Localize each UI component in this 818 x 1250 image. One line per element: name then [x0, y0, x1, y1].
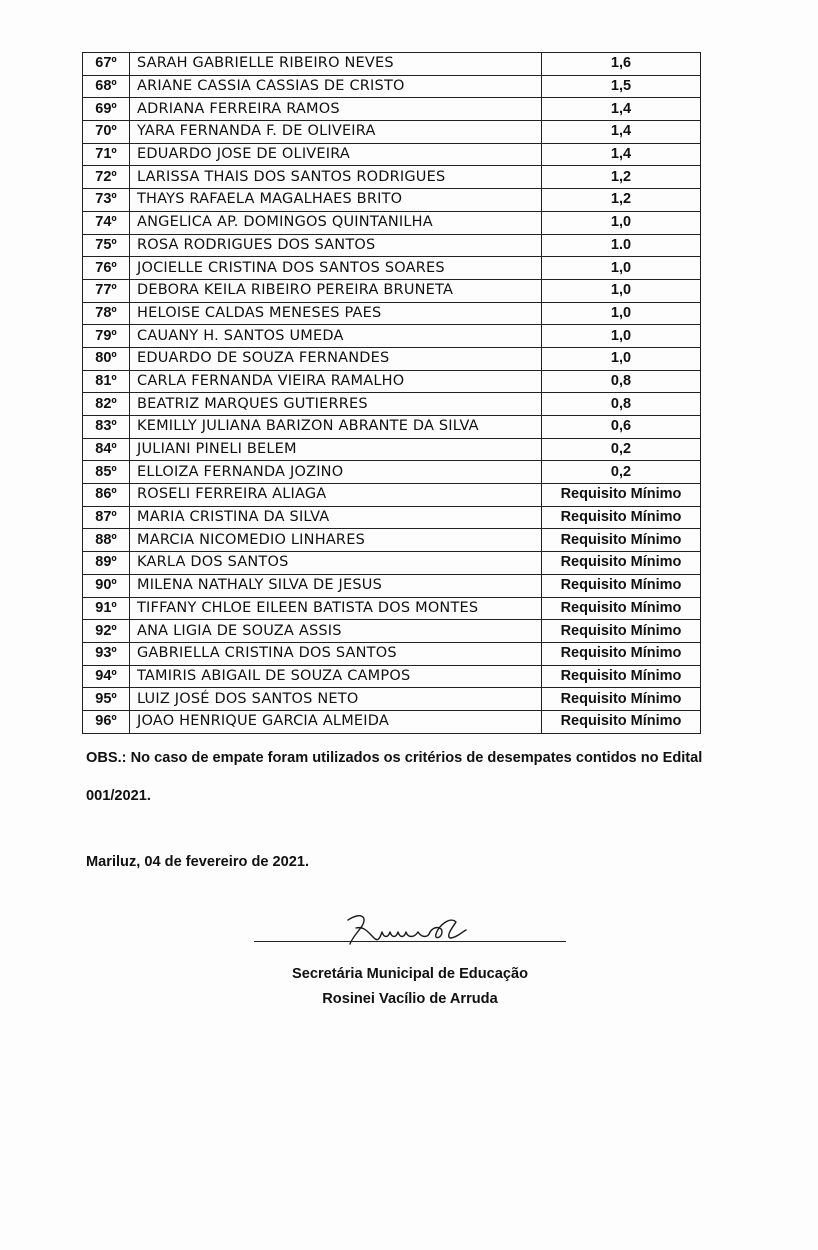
position-cell: 71º	[83, 143, 130, 166]
position-cell: 76º	[83, 257, 130, 280]
observation-line-1: OBS.: No caso de empate foram utilizados os critérios de desempates contidos no Edital	[86, 750, 703, 766]
name-cell: CAUANY H. SANTOS UMEDA	[130, 325, 542, 348]
score-cell: Requisito Mínimo	[542, 552, 701, 575]
name-cell: TAMIRIS ABIGAIL DE SOUZA CAMPOS	[130, 665, 542, 688]
table-row	[83, 574, 701, 597]
position-cell: 68º	[83, 75, 130, 98]
score-cell: Requisito Mínimo	[542, 574, 701, 597]
ranking-table	[82, 52, 701, 734]
table-row	[83, 143, 701, 166]
position-cell: 74º	[83, 211, 130, 234]
place-and-date: Mariluz, 04 de fevereiro de 2021.	[86, 854, 310, 870]
signer-block	[254, 962, 566, 1012]
score-cell: 0,8	[542, 393, 701, 416]
name-cell: KEMILLY JULIANA BARIZON ABRANTE DA SILVA	[130, 416, 542, 439]
table-row	[83, 325, 701, 348]
score-cell: 1,0	[542, 257, 701, 280]
score-cell: Requisito Mínimo	[542, 620, 701, 643]
table-row	[83, 75, 701, 98]
score-cell: 1.0	[542, 234, 701, 257]
name-cell: ROSELI FERREIRA ALIAGA	[130, 484, 542, 507]
score-cell: 0,8	[542, 370, 701, 393]
table-row	[83, 416, 701, 439]
table-row	[83, 461, 701, 484]
position-cell: 96º	[83, 710, 130, 733]
signer-name: Rosinei Vacílio de Arruda	[322, 991, 498, 1007]
position-cell: 72º	[83, 166, 130, 189]
score-cell: Requisito Mínimo	[542, 688, 701, 711]
score-cell: 1,0	[542, 279, 701, 302]
signature-line	[254, 941, 566, 942]
score-cell: 0,2	[542, 438, 701, 461]
ranking-table-body	[83, 53, 701, 734]
position-cell: 80º	[83, 347, 130, 370]
table-row	[83, 211, 701, 234]
table-row	[83, 620, 701, 643]
table-row	[83, 121, 701, 144]
score-cell: 0,6	[542, 416, 701, 439]
name-cell: THAYS RAFAELA MAGALHAES BRITO	[130, 189, 542, 212]
table-row	[83, 166, 701, 189]
score-cell: 1,2	[542, 166, 701, 189]
position-cell: 88º	[83, 529, 130, 552]
table-row	[83, 484, 701, 507]
position-cell: 67º	[83, 53, 130, 76]
score-cell: Requisito Mínimo	[542, 506, 701, 529]
position-cell: 83º	[83, 416, 130, 439]
observation-line-2: 001/2021.	[86, 788, 151, 804]
name-cell: MARIA CRISTINA DA SILVA	[130, 506, 542, 529]
position-cell: 92º	[83, 620, 130, 643]
score-cell: 1,0	[542, 211, 701, 234]
name-cell: KARLA DOS SANTOS	[130, 552, 542, 575]
name-cell: ANGELICA AP. DOMINGOS QUINTANILHA	[130, 211, 542, 234]
score-cell: 1,0	[542, 302, 701, 325]
position-cell: 94º	[83, 665, 130, 688]
name-cell: MILENA NATHALY SILVA DE JESUS	[130, 574, 542, 597]
score-cell: 1,5	[542, 75, 701, 98]
position-cell: 73º	[83, 189, 130, 212]
handwritten-signature	[338, 908, 488, 952]
name-cell: BEATRIZ MARQUES GUTIERRES	[130, 393, 542, 416]
position-cell: 69º	[83, 98, 130, 121]
table-row	[83, 529, 701, 552]
score-cell: 1,0	[542, 325, 701, 348]
name-cell: YARA FERNANDA F. DE OLIVEIRA	[130, 121, 542, 144]
name-cell: HELOISE CALDAS MENESES PAES	[130, 302, 542, 325]
score-cell: Requisito Mínimo	[542, 529, 701, 552]
name-cell: LUIZ JOSÉ DOS SANTOS NETO	[130, 688, 542, 711]
name-cell: DEBORA KEILA RIBEIRO PEREIRA BRUNETA	[130, 279, 542, 302]
table-row	[83, 642, 701, 665]
name-cell: ELLOIZA FERNANDA JOZINO	[130, 461, 542, 484]
name-cell: EDUARDO JOSE DE OLIVEIRA	[130, 143, 542, 166]
table-row	[83, 665, 701, 688]
table-row	[83, 189, 701, 212]
position-cell: 75º	[83, 234, 130, 257]
name-cell: ANA LIGIA DE SOUZA ASSIS	[130, 620, 542, 643]
score-cell: 1,6	[542, 53, 701, 76]
score-cell: 0,2	[542, 461, 701, 484]
table-row	[83, 506, 701, 529]
position-cell: 89º	[83, 552, 130, 575]
table-row	[83, 257, 701, 280]
position-cell: 93º	[83, 642, 130, 665]
position-cell: 81º	[83, 370, 130, 393]
position-cell: 79º	[83, 325, 130, 348]
score-cell: 1,4	[542, 121, 701, 144]
name-cell: EDUARDO DE SOUZA FERNANDES	[130, 347, 542, 370]
signer-title: Secretária Municipal de Educação	[291, 966, 529, 982]
position-cell: 95º	[83, 688, 130, 711]
score-cell: Requisito Mínimo	[542, 665, 701, 688]
table-row	[83, 98, 701, 121]
score-cell: 1,2	[542, 189, 701, 212]
table-row	[83, 552, 701, 575]
position-cell: 86º	[83, 484, 130, 507]
name-cell: JULIANI PINELI BELEM	[130, 438, 542, 461]
name-cell: JOCIELLE CRISTINA DOS SANTOS SOARES	[130, 257, 542, 280]
score-cell: Requisito Mínimo	[542, 710, 701, 733]
position-cell: 91º	[83, 597, 130, 620]
position-cell: 70º	[83, 121, 130, 144]
score-cell: 1,0	[542, 347, 701, 370]
name-cell: GABRIELLA CRISTINA DOS SANTOS	[130, 642, 542, 665]
name-cell: SARAH GABRIELLE RIBEIRO NEVES	[130, 53, 542, 76]
observation-note	[86, 748, 706, 806]
table-row	[83, 710, 701, 733]
name-cell: LARISSA THAIS DOS SANTOS RODRIGUES	[130, 166, 542, 189]
name-cell: CARLA FERNANDA VIEIRA RAMALHO	[130, 370, 542, 393]
score-cell: 1,4	[542, 143, 701, 166]
position-cell: 84º	[83, 438, 130, 461]
score-cell: Requisito Mínimo	[542, 597, 701, 620]
table-row	[83, 279, 701, 302]
score-cell: Requisito Mínimo	[542, 484, 701, 507]
name-cell: MARCIA NICOMEDIO LINHARES	[130, 529, 542, 552]
position-cell: 82º	[83, 393, 130, 416]
position-cell: 78º	[83, 302, 130, 325]
position-cell: 87º	[83, 506, 130, 529]
name-cell: JOAO HENRIQUE GARCIA ALMEIDA	[130, 710, 542, 733]
position-cell: 85º	[83, 461, 130, 484]
table-row	[83, 597, 701, 620]
table-row	[83, 438, 701, 461]
table-row	[83, 370, 701, 393]
name-cell: ARIANE CASSIA CASSIAS DE CRISTO	[130, 75, 542, 98]
table-row	[83, 53, 701, 76]
name-cell: ADRIANA FERREIRA RAMOS	[130, 98, 542, 121]
table-row	[83, 347, 701, 370]
table-row	[83, 393, 701, 416]
score-cell: 1,4	[542, 98, 701, 121]
name-cell: TIFFANY CHLOE EILEEN BATISTA DOS MONTES	[130, 597, 542, 620]
table-row	[83, 234, 701, 257]
position-cell: 90º	[83, 574, 130, 597]
name-cell: ROSA RODRIGUES DOS SANTOS	[130, 234, 542, 257]
position-cell: 77º	[83, 279, 130, 302]
score-cell: Requisito Mínimo	[542, 642, 701, 665]
table-row	[83, 302, 701, 325]
table-row	[83, 688, 701, 711]
